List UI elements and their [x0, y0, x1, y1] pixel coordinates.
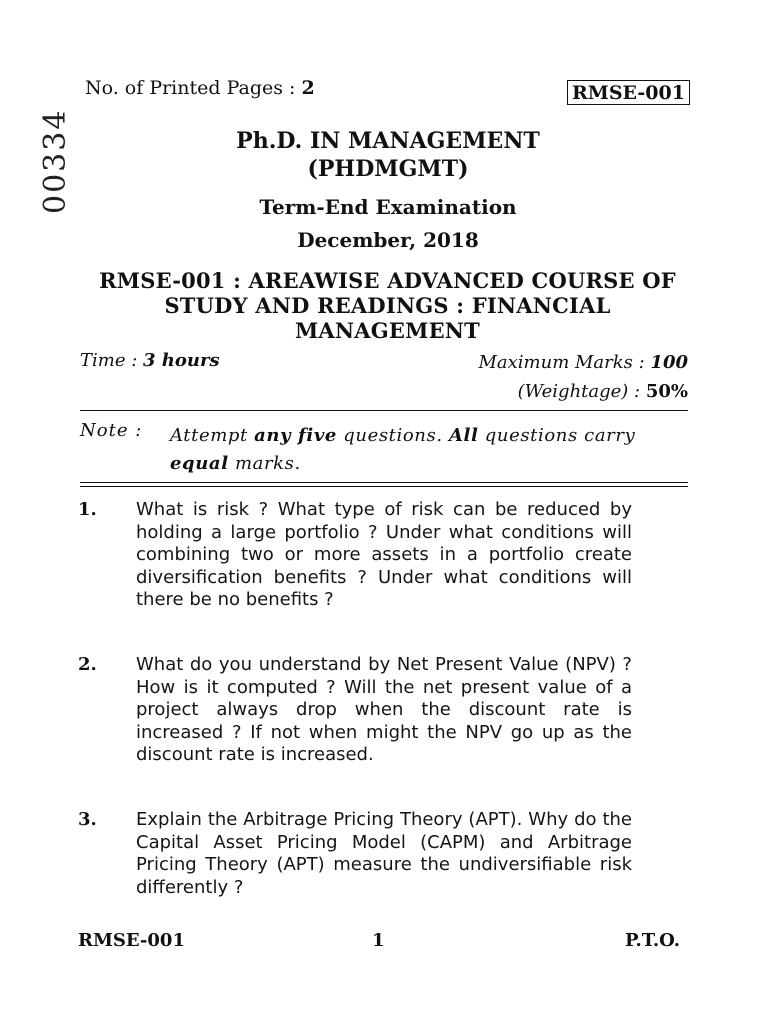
printed-pages-value: 2 — [301, 77, 315, 99]
note-label: Note : — [80, 420, 143, 441]
note-text-d: All — [448, 425, 479, 446]
exam-title: Term-End Examination — [259, 195, 517, 219]
degree-code: (PHDMGMT) — [307, 156, 469, 182]
note-text-f: equal — [170, 453, 229, 474]
weightage-label: (Weightage) : — [517, 381, 641, 402]
course-title: RMSE-001 : AREAWISE ADVANCED COURSE OF STUDY AND READINGS : FINANCIAL MANAGEMENT — [99, 268, 676, 343]
marks-label: Maximum Marks : — [478, 352, 645, 373]
question-text: Explain the Arbitrage Pricing Theory (APT). Why do the Capital Asset Pricing Model (CAPM) and Arbitrage Pricing Theory (APT) measure the undiversifiable risk differently ? — [136, 809, 632, 898]
weightage — [518, 381, 688, 402]
degree-title: Ph.D. IN MANAGEMENT — [236, 128, 540, 154]
weightage-value: 50% — [645, 381, 688, 402]
serial-number: 00334 — [38, 108, 73, 214]
footer-paper-code: RMSE-001 — [78, 930, 185, 951]
paper-code-box: RMSE-001 — [567, 80, 690, 105]
divider-bottom-2 — [80, 486, 688, 487]
note-text-e: questions carry — [484, 425, 636, 446]
maximum-marks — [478, 352, 688, 373]
marks-value: 100 — [650, 352, 688, 373]
note-text-b: any five — [254, 425, 337, 446]
question-number: 3. — [78, 809, 97, 830]
printed-pages — [85, 77, 315, 99]
time-value: 3 hours — [143, 350, 220, 371]
note-text-a: Attempt — [170, 425, 248, 446]
time-allowed — [80, 350, 220, 371]
question-number: 1. — [78, 499, 97, 520]
note-text-c: questions. — [343, 425, 443, 446]
footer-page-number: 1 — [372, 930, 385, 951]
question-number: 2. — [78, 654, 97, 675]
question-text: What do you understand by Net Present Value (NPV) ? How is it computed ? Will the net present value of a project always drop when the discount rate is increased ? If not when might the NPV go up as the discount rate is increased. — [136, 654, 632, 765]
note-text-g: marks. — [234, 453, 301, 474]
divider-top — [80, 410, 688, 411]
footer-pto: P.T.O. — [624, 930, 680, 951]
divider-bottom-1 — [80, 482, 688, 483]
printed-pages-label: No. of Printed Pages : — [85, 77, 296, 99]
note-text — [170, 422, 690, 478]
time-label: Time : — [80, 350, 138, 371]
question-text: What is risk ? What type of risk can be reduced by holding a large portfolio ? Under what conditions will combining two or more assets in a portfolio create diversification benefits ? Under what conditions will there be no benefits ? — [136, 499, 632, 610]
exam-date: December, 2018 — [297, 228, 479, 252]
